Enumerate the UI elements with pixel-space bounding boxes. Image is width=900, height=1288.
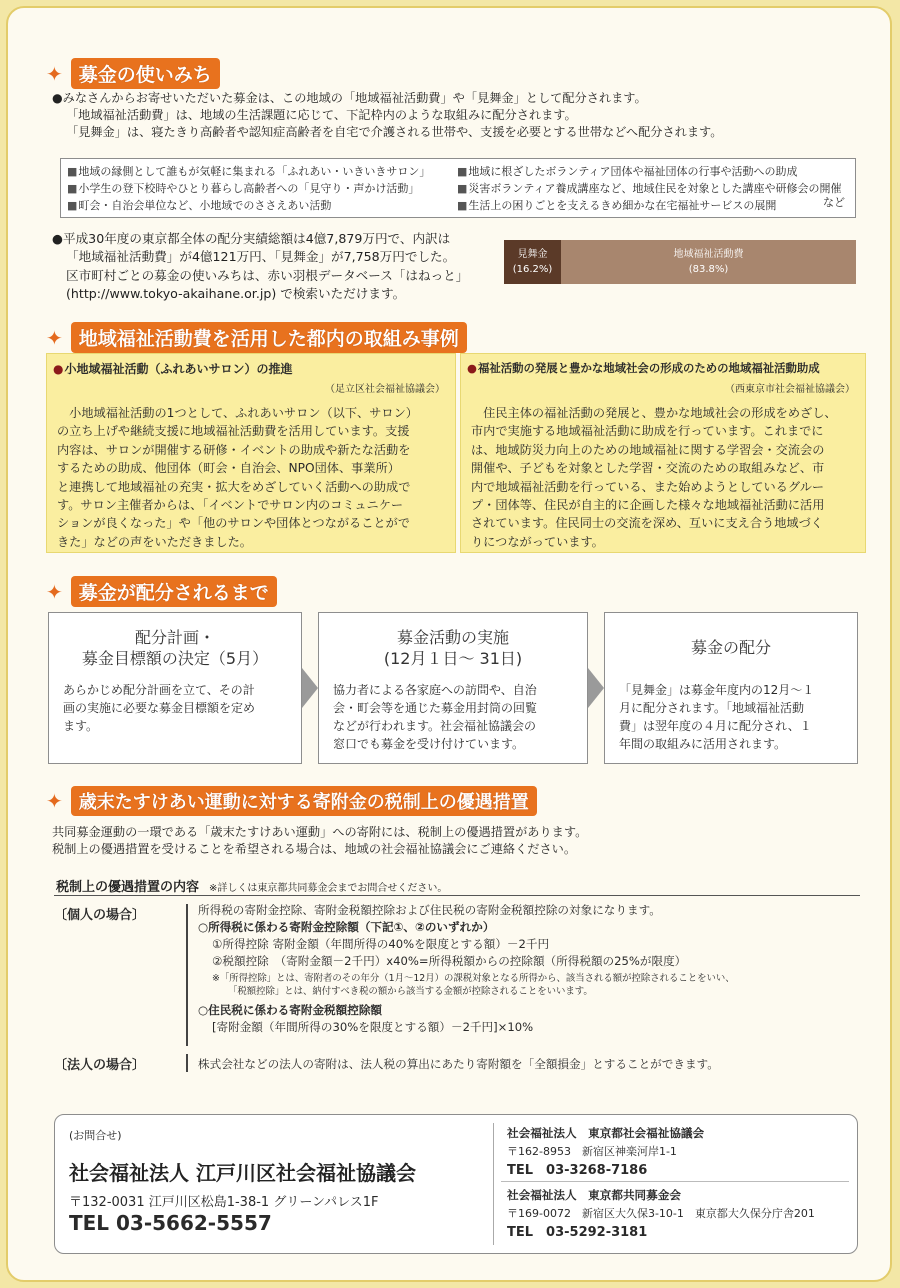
example-line: 小地域福祉活動の1つとして、ふれあいサロン（以下、サロン） xyxy=(57,406,418,420)
stat-line: 「地域福祉活動費」が4億121万円、「見舞金」が7,758万円でした。 xyxy=(66,249,456,265)
activity-item: ■ 災害ボランティア養成講座など、地域住民を対象とした講座や研修会の開催 xyxy=(457,180,842,197)
contact-box xyxy=(54,1114,858,1254)
corporate-label: 〔法人の場合〕 xyxy=(54,1058,146,1073)
activity-box-tail: など xyxy=(823,196,845,209)
tax-line: 所得税の寄附金控除、寄附金税額控除および住民税の寄附金税額控除の対象になります。 xyxy=(198,903,661,917)
sparkle-icon: ✦ xyxy=(46,325,63,350)
flow-line: 協力者による各家庭への訪問や、自治 xyxy=(333,683,537,697)
stat-line: 区市町村ごとの募金の使いみちは、赤い羽根データベース「はねっと」 xyxy=(66,267,469,283)
org2-name: 社会福祉法人 東京都共同募金会 xyxy=(507,1188,681,1202)
flow-line: 「見舞金」は募金年度内の12月～１ xyxy=(619,683,815,697)
example-heading: ● 福祉活動の発展と豊かな地域社会の形成のための地域福祉活動助成 xyxy=(467,360,820,376)
example-org: （西東京市社会福祉協議会） xyxy=(725,384,855,395)
divider xyxy=(186,1054,188,1072)
tax-subhead xyxy=(56,876,447,895)
example-heading: ● 小地域福祉活動（ふれあいサロン）の推進 xyxy=(53,360,293,377)
section-title-text: 地域福祉活動費を活用した都内の取組み事例 xyxy=(71,322,467,353)
bar-pct: (83.8%) xyxy=(688,264,729,275)
stat-text xyxy=(52,230,468,304)
example-line: りにつながっています。 xyxy=(471,534,604,549)
page xyxy=(6,6,892,1282)
example-line: と連携して地域福祉の充実・拡大をめざしていく活動への助成で xyxy=(57,479,411,494)
section-title-usage xyxy=(46,58,220,89)
flow-line: 月に配分されます。「地域福祉活動 xyxy=(619,701,805,715)
example-line: 市内で実施する地域福祉活動に助成を行っています。これまでに xyxy=(471,424,824,439)
example-line: す。サロン主催者からは、「イベントでサロン内のコミュニケー xyxy=(57,498,404,513)
section-title-text: 歳末たすけあい運動に対する寄附金の税制上の優遇措置 xyxy=(71,786,537,816)
stat-line: ●平成30年度の東京都全体の配分実績総額は4億7,879万円で、内訳は xyxy=(52,231,451,246)
flow-line: あらかじめ配分計画を立て、その計 xyxy=(63,683,255,697)
example-line: 開催や、子どもを対象とした学習・交流のための取組みなど、市 xyxy=(471,461,825,476)
example-line: 内容は、サロンが開催する研修・イベントの助成や新たな活動を xyxy=(57,442,411,457)
individual-details xyxy=(198,902,735,1036)
example-line: 内で地域福祉活動を行っている、また始めようとしているグルー xyxy=(471,479,825,494)
example-line: きた」などの声をいただきました。 xyxy=(57,534,252,549)
example-card-nishitokyo xyxy=(460,353,866,553)
stat-line: (http://www.tokyo-akaihane.or.jp) で検索いただけます。 xyxy=(66,286,406,302)
flow-line: 画の実施に必要な募金目標額を定め xyxy=(63,701,256,715)
activity-item: ■ 小学生の登下校時やひとり暮らし高齢者への「見守り・声かけ活動」 xyxy=(67,180,430,197)
contact-label: (お問合せ) xyxy=(69,1129,122,1142)
bar-label: 見舞金 xyxy=(517,249,548,260)
individual-label: 〔個人の場合〕 xyxy=(54,908,146,923)
example-line: するための助成、他団体（町会・自治会、NPO団体、事業所） xyxy=(57,461,400,476)
flow-step-title: 募金目標額の決定（5月） xyxy=(81,649,269,668)
sparkle-icon: ✦ xyxy=(46,579,63,604)
flow-step-body xyxy=(333,681,537,753)
org1-address: 〒162-8953 新宿区神楽河岸1-1 xyxy=(507,1145,677,1158)
flow-step-title: 募金の配分 xyxy=(690,638,771,657)
flow-line: 窓口でも募金を受け付けています。 xyxy=(333,737,525,751)
usage-line: 「地域福祉活動費」は、地域の生活課題に応じて、下記枠内のような取組みに配分されます。 xyxy=(66,108,577,122)
flow-line: などが行われます。社会福祉協議会の xyxy=(333,719,537,733)
divider xyxy=(501,1181,849,1182)
tax-line: [寄附金額（年間所得の30%を限度とする額）－2千円]×10% xyxy=(212,1020,534,1034)
main-org-name: 社会福祉法人 江戸川区社会福祉協議会 xyxy=(69,1161,416,1185)
section-title-text: 募金が配分されるまで xyxy=(71,576,277,607)
tax-line: ○住民税に係わる寄附金税額控除額 xyxy=(198,1003,383,1017)
bar-segment-chiiki xyxy=(561,240,856,284)
tax-line: 共同募金運動の一環である「歳末たすけあい運動」への寄附には、税制上の優遇措置があります。 xyxy=(52,825,588,839)
divider xyxy=(493,1123,494,1245)
example-line: は、地域防災力向上のための地域福祉に関する学習会・交流会の xyxy=(471,442,825,457)
tax-intro xyxy=(52,824,587,858)
org2-address: 〒169-0072 新宿区大久保3-10-1 東京都大久保分庁舎201 xyxy=(507,1207,815,1220)
flow-step-title: 配分計画・ xyxy=(134,628,215,647)
activity-box xyxy=(60,158,856,218)
sparkle-icon: ✦ xyxy=(46,61,63,86)
usage-intro xyxy=(52,90,722,141)
section-title-tax xyxy=(46,786,537,816)
tax-line: 税制上の優遇措置を受けることを希望される場合は、地域の社会福祉協議会にご連絡ください。 xyxy=(52,842,577,856)
usage-line: 「見舞金」は、寝たきり高齢者や認知症高齢者を自宅で介護される世帯や、支援を必要とする世帯などへ配分されます。 xyxy=(66,125,723,139)
bar-pct: (16.2%) xyxy=(512,264,553,275)
example-body xyxy=(471,404,837,551)
section-title-examples xyxy=(46,322,467,353)
org2-tel: TEL 03-5292-3181 xyxy=(507,1225,648,1240)
tax-line: ○所得税に係わる寄附金控除額（下記①、②のいずれか） xyxy=(198,920,495,934)
corporate-details xyxy=(198,1056,719,1073)
flow-step-plan xyxy=(48,612,302,764)
tax-subnote: ※詳しくは東京都共同募金会までお問合せください。 xyxy=(209,883,448,894)
flow-step-body xyxy=(619,681,814,753)
flow-line: 年間の取組みに活用されます。 xyxy=(619,737,787,751)
section-title-flow xyxy=(46,576,277,607)
org1-name: 社会福祉法人 東京都社会福祉協議会 xyxy=(507,1126,705,1140)
flow-step-distribution xyxy=(604,612,858,764)
example-line: 住民主体の福祉活動の発展と、豊かな地域社会の形成をめざし、 xyxy=(471,406,837,420)
example-org: （足立区社会福祉協議会） xyxy=(325,384,445,395)
flow-line: 費」は翌年度の４月に配分され、１ xyxy=(619,719,812,733)
flow-line: ます。 xyxy=(63,719,99,733)
tax-line: 株式会社などの法人の寄附は、法人税の算出にあたり寄附額を「全額損金」とすることができます。 xyxy=(198,1057,719,1071)
org1-tel: TEL 03-3268-7186 xyxy=(507,1163,648,1178)
sparkle-icon: ✦ xyxy=(46,789,63,813)
example-line: されています。住民同士の交流を深め、互いに支え合う地域づく xyxy=(471,516,823,531)
main-org-address: 〒132-0031 江戸川区松島1-38-1 グリーンパレス1F xyxy=(69,1195,379,1210)
tax-note: 「税額控除」とは、納付すべき税の額から該当する金額が控除されることをいいます。 xyxy=(228,986,593,997)
tax-line: ②税額控除 （寄附金額－2千円）x40%=所得税額からの控除額（所得税額の25%が限度） xyxy=(212,954,687,968)
bar-segment-mimaikin xyxy=(504,240,561,284)
flow-arrow-icon xyxy=(588,668,604,708)
tax-subhead-text: 税制上の優遇措置の内容 xyxy=(56,880,200,895)
tax-line: ①所得控除 寄附金額（年間所得の40%を限度とする額）－2千円 xyxy=(212,937,550,951)
tax-note: ※「所得控除」とは、寄附者のその年分（1月〜12月）の課税対象となる所得から、該当される額が控除されることをいい、 xyxy=(212,973,735,984)
section-title-text: 募金の使いみち xyxy=(71,58,220,89)
activity-item: ■ 町会・自治会単位など、小地域でのささえあい活動 xyxy=(67,197,430,214)
divider xyxy=(54,895,860,896)
example-line: ションが良くなった」や「他のサロンや団体とつながることがで xyxy=(57,516,410,531)
flow-step-title: 募金活動の実施 xyxy=(396,628,509,647)
bar-label: 地域福祉活動費 xyxy=(673,249,744,260)
example-line: の立ち上げや継続支援に地域福祉活動費を活用しています。支援 xyxy=(57,424,410,439)
divider xyxy=(186,904,188,1046)
activity-item: ■ 地域の縁側として誰もが気軽に集まれる「ふれあい・いきいきサロン」 xyxy=(67,163,430,180)
flow-line: 会・町会等を通じた募金用封筒の回覧 xyxy=(333,701,538,715)
example-card-adachi xyxy=(46,353,456,553)
activity-item: ■ 生活上の困りごとを支えるきめ細かな在宅福祉サービスの展開 xyxy=(457,197,842,214)
example-line: プ・団体等、住民が自主的に企画した様々な地域福祉活動に活用 xyxy=(471,498,825,513)
usage-line: ●みなさんからお寄せいただいた募金は、この地域の「地域福祉活動費」や「見舞金」として配分されます。 xyxy=(52,91,647,105)
flow-step-campaign xyxy=(318,612,588,764)
flow-step-title: (12月１日～ 31日) xyxy=(383,649,523,668)
flow-step-body xyxy=(63,681,255,735)
main-org-tel: TEL 03-5662-5557 xyxy=(69,1211,272,1235)
allocation-bar xyxy=(504,240,856,284)
example-body xyxy=(57,404,418,551)
activity-item: ■ 地域に根ざしたボランティア団体や福祉団体の行事や活動への助成 xyxy=(457,163,842,180)
flow-arrow-icon xyxy=(302,668,318,708)
